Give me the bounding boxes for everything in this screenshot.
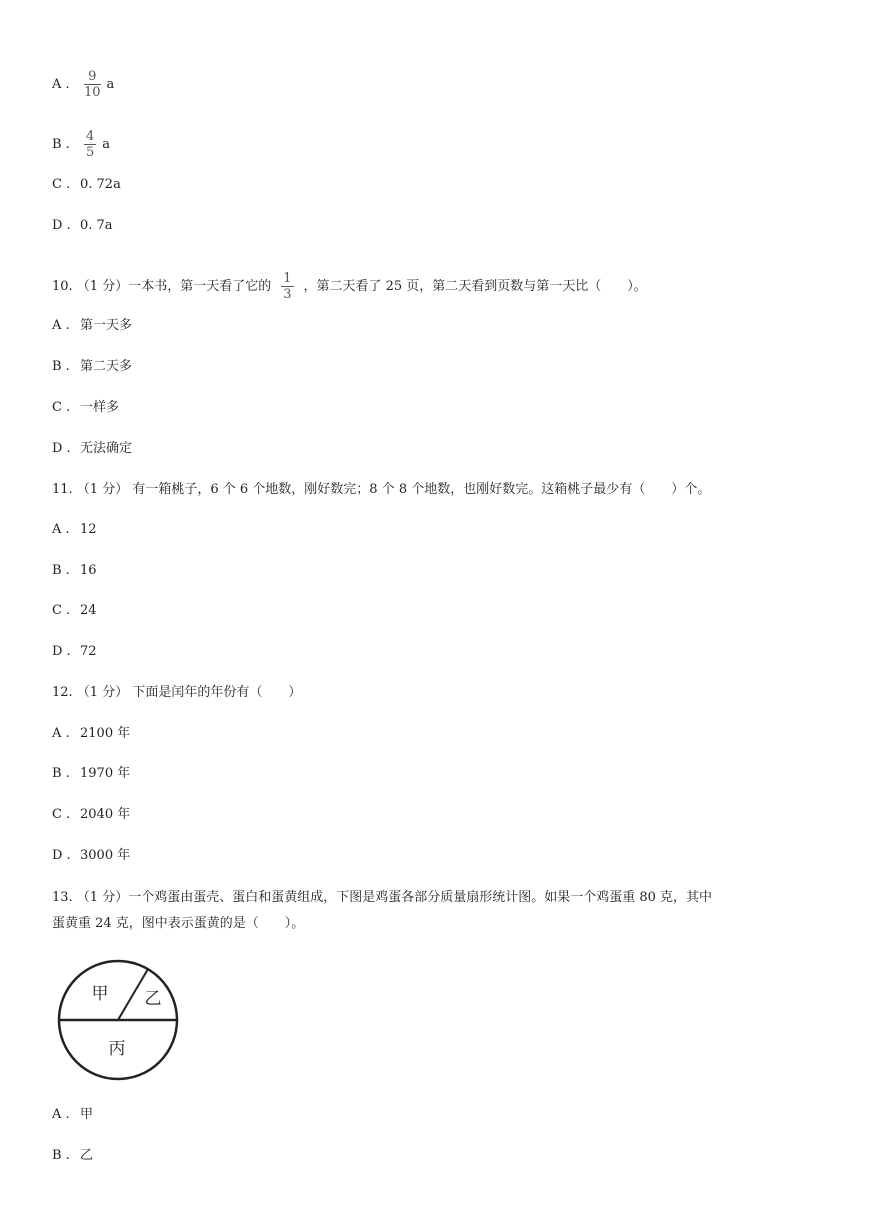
option-text: 24 [80,603,97,618]
question-11-stem: 11. （1 分） 有一箱桃子，6 个 6 个地数，刚好数完；8 个 8 个地数，也刚好数完。这箱桃子最少有（ ）个。 [52,482,711,497]
option-suffix: a [106,77,115,92]
option-text: 2040 年 [80,807,131,822]
option-letter: B . [52,563,70,578]
option-text: 乙 [80,1148,94,1163]
option-text: 一样多 [80,400,120,415]
q10-option-b[interactable] [52,357,132,377]
q12-option-d[interactable] [52,846,130,866]
option-letter: C . [52,807,71,822]
q12-option-b[interactable] [52,764,130,784]
option-text: 3000 年 [80,848,131,863]
q10-option-d[interactable] [52,439,132,459]
fraction-denominator: 3 [283,287,292,302]
q9-option-d[interactable] [52,216,113,236]
option-suffix: a [102,137,111,152]
option-letter: A . [52,77,70,92]
option-text: 甲 [80,1107,94,1122]
option-text: 第二天多 [80,359,133,374]
option-text: 2100 年 [80,726,131,741]
q11-option-d[interactable] [52,642,97,662]
q9-option-a[interactable] [52,70,114,99]
question-12-stem: 12. （1 分） 下面是闰年的年份有（ ） [52,685,302,700]
option-letter: A . [52,1107,70,1122]
q13-option-a[interactable] [52,1105,93,1125]
fraction-denominator: 10 [84,85,101,100]
question-13-stem [52,885,822,937]
option-text: 12 [80,522,97,537]
option-letter: D . [52,848,71,863]
option-letter: A . [52,318,70,333]
pie-label-yi: 乙 [144,989,162,1009]
question-text: ，第二天看了 25 页，第二天看到页数与第一天比（ ）。 [303,279,647,294]
q10-option-a[interactable] [52,316,132,336]
option-letter: A . [52,726,70,741]
fraction [84,70,101,99]
option-letter: B . [52,766,70,781]
option-letter: B . [52,359,70,374]
option-letter: C . [52,400,71,415]
fraction-denominator: 5 [86,145,95,160]
fraction-numerator: 9 [84,70,101,85]
option-text: 0. 72a [80,177,121,192]
option-text: 72 [80,644,97,659]
option-text: 无法确定 [80,441,133,456]
pie-radius [118,969,148,1020]
fraction [84,130,96,159]
q11-option-a[interactable] [52,520,97,540]
q9-option-c[interactable] [52,175,121,195]
pie-label-jia: 甲 [91,984,109,1004]
question-text-line-2: 蛋黄重 24 克，图中表示蛋黄的是（ ）。 [52,916,305,931]
q12-option-a[interactable] [52,724,130,744]
question-10-stem [52,272,647,301]
q12-option-c[interactable] [52,805,130,825]
option-letter: A . [52,522,70,537]
option-letter: C . [52,603,71,618]
option-letter: D . [52,644,71,659]
option-text: 16 [80,563,97,578]
q9-option-b[interactable] [52,130,110,159]
option-text: 第一天多 [80,318,133,333]
pie-figure [55,955,185,1085]
option-letter: B . [52,137,70,152]
q11-option-b[interactable] [52,561,97,581]
option-letter: C . [52,177,71,192]
fraction-numerator: 4 [86,129,95,144]
fraction-numerator: 1 [283,271,292,286]
option-text: 1970 年 [80,766,131,781]
option-letter: D . [52,218,71,233]
option-letter: D . [52,441,71,456]
q13-option-b[interactable] [52,1146,93,1166]
question-text-line-1: 13. （1 分）一个鸡蛋由蛋壳、蛋白和蛋黄组成，下图是鸡蛋各部分质量扇形统计图。如果一个鸡蛋重 80 克，其中 [52,890,713,905]
pie-label-bing: 丙 [108,1039,126,1059]
fraction [281,272,293,301]
q11-option-c[interactable] [52,601,97,621]
q10-option-c[interactable] [52,398,119,418]
option-text: 0. 7a [80,218,113,233]
question-text: 10. （1 分）一本书，第一天看了它的 [52,279,272,294]
option-letter: B . [52,1148,70,1163]
